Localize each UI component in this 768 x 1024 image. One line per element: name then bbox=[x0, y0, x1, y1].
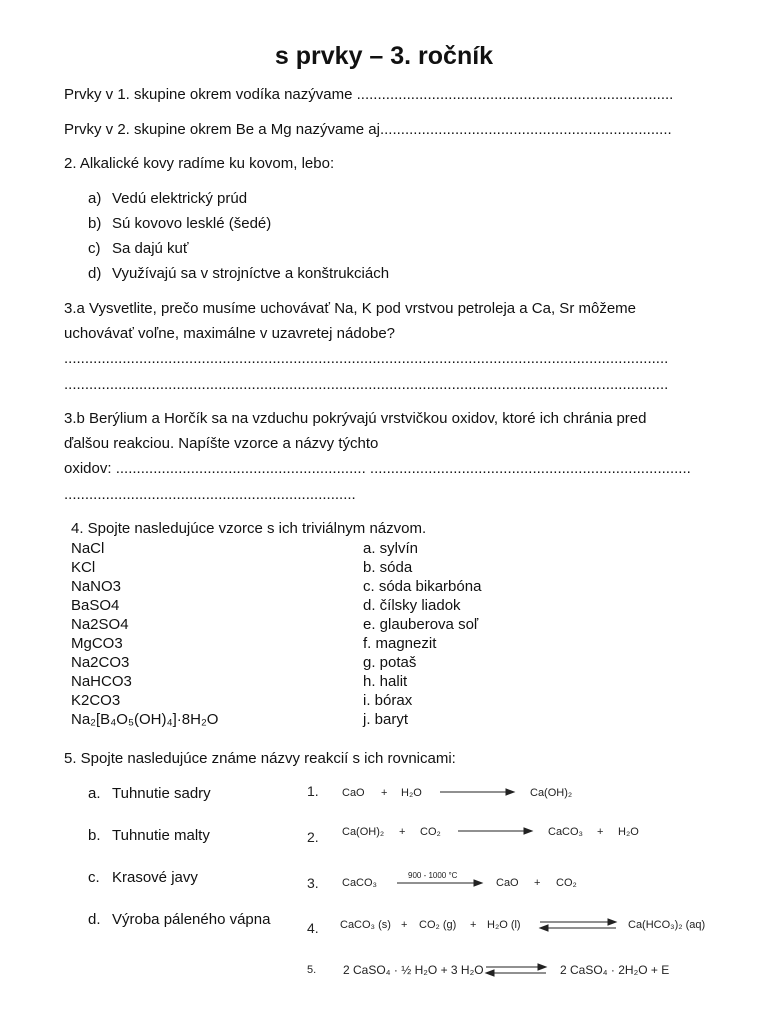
equation-5-number: 5. bbox=[307, 964, 317, 976]
equation-1-number: 1. bbox=[307, 783, 319, 799]
option-text: Tuhnutie malty bbox=[112, 827, 210, 844]
answer-line: ...................................................................... bbox=[64, 486, 356, 503]
arrow-head bbox=[524, 828, 532, 834]
name-item: b. sóda bbox=[363, 559, 413, 576]
formula-item: NaCl bbox=[71, 540, 105, 557]
option-text: Tuhnutie sadry bbox=[112, 785, 211, 802]
answer-line: ................................................................................................................................................. bbox=[64, 350, 669, 367]
option-text: Výroba páleného vápna bbox=[112, 911, 271, 928]
formula-item: Na2CO3 bbox=[71, 654, 130, 671]
equation-4-number: 4. bbox=[307, 920, 319, 936]
question-3b-line2: ďalšou reakciou. Napíšte vzorce a názvy týchto bbox=[64, 435, 379, 452]
equation-4-plus: + bbox=[401, 919, 408, 931]
arrow-head bbox=[540, 925, 548, 931]
option-text: Krasové javy bbox=[112, 869, 198, 886]
name-item: e. glauberova soľ bbox=[363, 616, 479, 633]
equation-3-product: CaO bbox=[496, 877, 519, 889]
equation-3-condition: 900 - 1000 °C bbox=[408, 871, 458, 880]
equation-3-number: 3. bbox=[307, 875, 319, 891]
equation-5-product: 2 CaSO₄ · 2H₂O + E bbox=[560, 963, 670, 977]
name-item: f. magnezit bbox=[363, 635, 437, 652]
equation-4-plus: + bbox=[470, 919, 477, 931]
option-marker: d. bbox=[88, 911, 101, 928]
equation-2-reactant: CO₂ bbox=[420, 826, 441, 838]
question-4: 4. Spojte nasledujúce vzorce s ich triviálnym názvom. bbox=[71, 520, 427, 537]
equation-4-reactant: H₂O (l) bbox=[487, 919, 521, 931]
equation-2-product: H₂O bbox=[618, 826, 639, 838]
arrow-head bbox=[608, 919, 616, 925]
equation-2-plus: + bbox=[597, 826, 604, 838]
option-marker: b. bbox=[88, 827, 101, 844]
equation-2-product: CaCO₃ bbox=[548, 826, 584, 838]
equation-4-reactant: CaCO₃ (s) bbox=[340, 919, 391, 931]
answer-line: ................................................................................................................................................. bbox=[64, 376, 669, 393]
question-1a: Prvky v 1. skupine okrem vodíka nazývame ............................................................................ bbox=[64, 86, 674, 103]
equation-4-product: Ca(HCO₃)₂ (aq) bbox=[628, 919, 706, 931]
equation-1-reactant: H₂O bbox=[401, 787, 422, 799]
question-3a-line1: 3.a Vysvetlite, prečo musíme uchovávať Na, K pod vrstvou petroleja a Ca, Sr môžeme bbox=[64, 300, 636, 317]
name-item: c. sóda bikarbóna bbox=[363, 578, 482, 595]
name-item: i. bórax bbox=[363, 692, 413, 709]
question-3b-line1: 3.b Berýlium a Horčík sa na vzduchu pokrývajú vrstvičkou oxidov, ktoré ich chránia pred bbox=[64, 410, 647, 427]
formula-item: NaHCO3 bbox=[71, 673, 132, 690]
name-item: a. sylvín bbox=[363, 540, 419, 557]
formula-item: NaNO3 bbox=[71, 578, 122, 595]
formula-item: KCl bbox=[71, 559, 96, 576]
equation-1-plus: + bbox=[381, 787, 388, 799]
option-text: Využívajú sa v strojníctve a konštrukciách bbox=[112, 265, 390, 282]
formula-item: BaSO4 bbox=[71, 597, 120, 614]
question-3b-line3: oxidov: ............................................................ ............................................................................. bbox=[64, 460, 691, 477]
equation-1-reactant: CaO bbox=[342, 787, 365, 799]
question-5: 5. Spojte nasledujúce známe názvy reakcií s ich rovnicami: bbox=[64, 750, 456, 767]
option-marker: c) bbox=[88, 240, 101, 257]
arrow-head bbox=[506, 789, 514, 795]
question-1b: Prvky v 2. skupine okrem Be a Mg nazývame aj...................................................................... bbox=[64, 121, 672, 138]
arrow-head bbox=[486, 970, 494, 976]
formula-item: K2CO3 bbox=[71, 692, 121, 709]
option-text: Vedú elektrický prúd bbox=[112, 190, 248, 207]
question-3a-line2: uchovávať voľne, maximálne v uzavretej nádobe? bbox=[64, 325, 396, 342]
arrow-head bbox=[474, 880, 482, 886]
equation-5-reactant: 2 CaSO₄ · ½ H₂O + 3 H₂O bbox=[343, 963, 484, 977]
equation-4-reactant: CO₂ (g) bbox=[419, 919, 457, 931]
option-marker: b) bbox=[88, 215, 102, 232]
equation-1-product: Ca(OH)₂ bbox=[530, 787, 573, 799]
equation-2-reactant: Ca(OH)₂ bbox=[342, 826, 385, 838]
equation-2-plus: + bbox=[399, 826, 406, 838]
option-marker: a) bbox=[88, 190, 102, 207]
question-2: 2. Alkalické kovy radíme ku kovom, lebo: bbox=[64, 155, 335, 172]
equation-3-plus: + bbox=[534, 877, 541, 889]
option-marker: c. bbox=[88, 869, 100, 886]
name-item: h. halit bbox=[363, 673, 408, 690]
name-item: g. potaš bbox=[363, 654, 417, 671]
name-item: d. čílsky liadok bbox=[363, 597, 461, 614]
formula-item: Na2SO4 bbox=[71, 616, 129, 633]
option-text: Sa dajú kuť bbox=[112, 240, 189, 257]
equation-3-reactant: CaCO₃ bbox=[342, 877, 378, 889]
option-marker: d) bbox=[88, 265, 102, 282]
page-title: s prvky – 3. ročník bbox=[274, 42, 494, 70]
equation-2-number: 2. bbox=[307, 829, 319, 845]
name-item: j. baryt bbox=[363, 711, 409, 728]
equation-3-product: CO₂ bbox=[556, 877, 577, 889]
formula-item: MgCO3 bbox=[71, 635, 123, 652]
option-marker: a. bbox=[88, 785, 101, 802]
option-text: Sú kovovo lesklé (šedé) bbox=[112, 215, 272, 232]
arrow-head bbox=[538, 964, 546, 970]
formula-item: Na₂[B₄O₅(OH)₄]·8H₂O bbox=[71, 711, 219, 728]
